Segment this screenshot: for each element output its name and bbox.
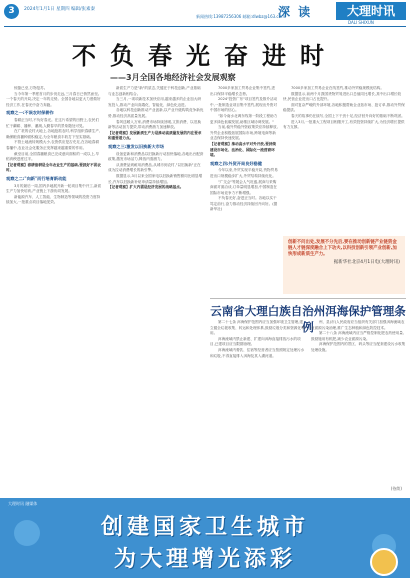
section-subheading: 观察之一:不误农时保耕作 (6, 110, 54, 116)
reporter-observation: 【记者观察】扩大内需是经济发展的战略基点。 (108, 185, 184, 190)
poster-line-1: 创建国家卫生城市 (100, 515, 309, 540)
to-be-continued: (待续) (390, 486, 402, 491)
section-subheading: 观察之二:"向新"而行培育新动能 (6, 175, 67, 181)
paragraph: 当今年第一季度首月的步伐走远,三月春日已悄然而至。一个春天的开局,决定一年的走势。全国各地以更大力度做好经济工作,在春光中奋力奔跑。 (6, 91, 102, 107)
paragraph: 3月的最后一周,国内多地展开新一轮项目集中开工,新质生产力加快培育,产业链上下游协同发展。 (6, 183, 102, 194)
contact-line: 新闻热线:13987256306 邮箱:dlwbz@163.com (196, 14, 285, 19)
paragraph: 设备更新和消费品以旧换新行动加快落地,各地出台配套政策,激发市场活力,释放内需潜力。 (108, 151, 204, 162)
paragraph: 7000多家加工贸易企业集中签约,进出口保持平稳增长态势。 (210, 86, 276, 96)
paragraph: 7000多家加工贸易企业在线签约,推动外贸稳规模优结构。 (291, 86, 384, 90)
article-column-2 (108, 86, 204, 494)
article-column-1 (6, 86, 102, 494)
paragraph: 截至目前,全国春播粮食已完成意向面积的一成以上,早稻育秧进度过半。 (6, 151, 99, 162)
poster-line-2: 为大理增光添彩 (113, 547, 296, 572)
paragraph: 进入3月,一批重大工程项目相继开工,有效投资持续扩大,为经济增长提供有力支撑。 (283, 119, 405, 130)
paragraph: 新能源汽车、人工智能、生物制造等领域的投资力度持续加大,一批重点项目落地见效。 (6, 194, 101, 205)
paragraph: 不负春光好,奋进正当时。各地以实干笃定前行,奋力推动经济持续回升向好。(据新华社) (210, 196, 278, 212)
footer-poster (0, 498, 410, 578)
dateline: 2024年1月1日 星期四 编辑/张素秦 (24, 7, 96, 12)
article-column-4 (283, 86, 405, 234)
paragraph: 州、县(市)人民政府应当组织有关部门加强洱海流域农业面源污染治理,推广生态种植和绿色防控技术。 (311, 320, 405, 330)
paragraph: 第二十七条 洱海保护范围内应当加强环境卫生管理,建立健全垃圾收集、转运和处理体系,鼓励垃圾分类和资源化利用。 (210, 320, 305, 336)
paragraph: 当前,稳外贸稳外资政策效应持续释放,外贸企业积极拓展国际市场,跨境电商等新业态保持快速发展。 (210, 125, 278, 141)
section-subheading: 观察之四:外贸开局良好稳健 (210, 160, 262, 166)
page-number-badge: 3 (4, 4, 19, 19)
paragraph: 今年以来,外贸实现平稳开局,货物贸易进出口规模稳步扩大,外贸结构持续优化。 (210, 168, 278, 178)
reporter-observation: 【记者观察】春耕备耕是全年农业生产的基础,要抓好不误农时。 (6, 162, 101, 173)
quote-box (283, 236, 405, 294)
paragraph: 在广袤的农村大地上,各地抢抓农时,科学组织春耕生产,确保粮食播种面积稳定,为全年粮食丰收打下坚实基础。 (6, 129, 101, 139)
reporter-observation: 【记者观察】推动高水平对外开放,要持续建设市场化、法治化、国际化一流营商环境。 (210, 141, 277, 158)
paragraph: 数据显示,3月以来全国家电以旧换新销售额同比明显增长,汽车以旧换新补贴申请量持续增加。 (108, 173, 203, 184)
sub-headline: ——3月全国各地经济社会发展观察 (110, 73, 236, 82)
paragraph: 春天的故事仍在续写,全国上下干劲十足,经济回升向好的基础不断巩固。 (291, 113, 405, 118)
masthead-rule (4, 26, 406, 27)
paragraph: 新质生产力是"新"的质态,关键在于科技创新,产业基础与业态创新相结合。 (108, 86, 201, 96)
paragraph: 第二十八条 洱海流域内应当严格控制化肥农药使用量,鼓励施用有机肥,减少农业面源污染。 (311, 331, 404, 341)
footer-logo: 大理时讯 融媒体 (8, 501, 38, 506)
article-column-3 (210, 86, 278, 298)
brand-subtitle: DALI SHIXUN (348, 20, 374, 25)
paragraph: "广交会"等展会人气旺盛,展商与采购商面对面洽谈,订单量明显增加,中国制造在国际市场竞争力不断增强。 (210, 179, 277, 195)
paragraph: 各地以科技创新推动产业创新,以产业升级构筑竞争新优势,推动经济高质量发展。 (108, 108, 204, 118)
section-title: 深 读 (278, 5, 313, 19)
paragraph: 洱海保护范围内的景区、码头等应当配套建设污水收集处理设施。 (311, 342, 406, 352)
quote-text: 创新不问出处,发展不分先后,要在推动创新链产业链资金链人才链深度融合上下功夫,以科技创新引领产业创新,加快形成新质生产力。 (288, 240, 397, 257)
reporter-observation: 【记者观察】发展新质生产力是推动高质量发展的内在要求和重要着力点。 (108, 130, 202, 141)
paragraph: 洱海流域内餐饮、住宿等经营者应当按照规定处理污水和垃圾,不得直接排入洱海及其入湖河道。 (210, 347, 305, 358)
main-headline: 不负春光奋进时 (72, 41, 338, 70)
second-article-column-1 (210, 320, 305, 492)
paragraph: 春耕正当时,不负好春光。在这片希望的田野上,农民们忙于翻耕、播种、灌溉,人勤春早的景象随处可见。 (6, 117, 99, 128)
section-divider (210, 298, 406, 299)
paragraph: 春风送暖入万家,消费市场持续回暖,文旅消费、以旧换新等活动加力提效,带动消费潜力加速释放。 (108, 119, 201, 130)
paragraph: 当三月,一项项新技术加快应用,越来越多的企业加大研发投入,推动产业向高端化、智能化、绿色化迈进。 (108, 97, 201, 107)
paragraph: 2024"投资广东"项目签约及推介活动中,一批制造业项目集中签约,展现出外资对中国市场的信心。 (210, 97, 278, 113)
paragraph: 不管土地流转规模大小,农资供应是否充足,在各地春耕春播中,农业社会化服务正发挥越来越重要的作用。 (6, 140, 99, 150)
section-subheading: 观察之三:激发以旧换新大市场 (108, 143, 165, 149)
second-article-column-2 (311, 320, 406, 484)
brand-logo: 大理时讯 (336, 2, 406, 20)
paragraph: "如今南水北调东线第一阶段工程助力更多绿色低碳发展,助推区域协调发展。" (210, 113, 278, 124)
quote-source: 据新华社北京4月1日电(大理时讯) (333, 260, 400, 265)
paragraph: 洱海流域内禁止新建、扩建向洱海直接排放污水的项目,已建项目应当限期治理。 (210, 336, 301, 347)
paragraph: 从消费品到耐用消费品,从城市到农村,"以旧换新"正在成为拉动消费增长的新引擎。 (108, 162, 201, 173)
second-article-title: 云南省大理白族自治州洱海保护管理条例 (210, 304, 406, 334)
paragraph: 惊蛰已至,万物复苏。 (14, 86, 48, 90)
paragraph: 数据显示,前两个月我国货物贸易进出口总值同比增长,其中出口增长较快,民营企业进出口占比提升。 (283, 91, 402, 102)
masthead (0, 0, 410, 25)
paragraph: 面对复杂严峻的外部环境,各地积极帮助企业拓市场、抢订单,推动外贸保稳提质。 (283, 102, 405, 113)
